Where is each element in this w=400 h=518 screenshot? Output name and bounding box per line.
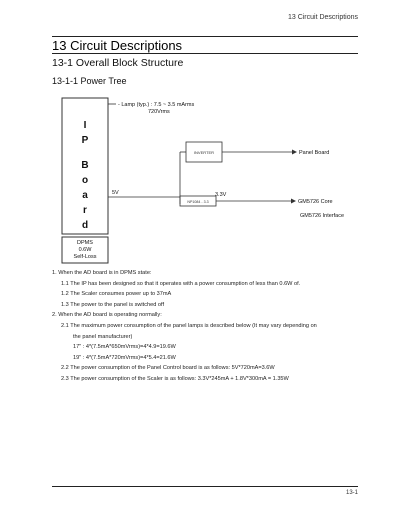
dpms-label: DPMS [77,240,93,246]
arrow-panel [292,150,297,155]
dpms-loss: Self-Loss [73,254,97,260]
note-line: 17" : 4*(7.5mA*650mVrms)=4*4.9=19.6W [73,344,176,351]
output-core: GM5726 Core [298,199,333,205]
title-rule [52,53,358,54]
board-letter: o [81,175,89,186]
notes-list [52,268,352,385]
note-line: 2.1 The maximum power consumption of the panel lamps is described below (It may vary depending on [61,322,317,329]
lamp-label: - Lamp (typ.) : 7.5 ~ 3.5 mArms [118,102,195,108]
board-letter: B [81,160,89,171]
dpms-value: 0.6W [78,247,92,253]
regulator-label: NP1084 - 3.3 [187,200,209,204]
subsection-title: 13-1-1 Power Tree [52,76,127,86]
header-rule [52,36,358,37]
note-line: the panel manufacturer) [73,333,133,340]
note-line: 1. When the AD board is in DPMS state: [52,270,152,276]
footer-rule [52,486,358,487]
arrow-core [291,199,296,204]
output-panel-board: Panel Board [299,150,330,156]
note-line: 1.2 The Scaler consumes power up to 37mA [61,291,172,298]
section-title: 13-1 Overall Block Structure [52,57,184,69]
board-letter: P [81,135,89,146]
label-5v: 5V [112,190,119,196]
note-line: 2.3 The power consumption of the Scaler is as follows: 3.3V*245mA + 1.8V*300mA = 1.35W [61,375,289,382]
board-letter: d [81,220,89,231]
output-interface: GM5726 Interface [300,213,345,219]
chapter-title: 13 Circuit Descriptions [52,38,183,53]
label-3v3: 3.3V [215,192,227,198]
page-number: 13-1 [345,490,358,496]
running-header: 13 Circuit Descriptions [287,14,358,21]
power-tree-diagram [52,92,362,264]
note-line: 19" : 4*(7.5mA*720mVrms)=4*5.4=21.6W [73,354,176,361]
note-line: 2. When the AD board is operating normally: [52,312,162,319]
note-line: 2.2 The power consumption of the Panel Control board is as follows: 5V*720mA=3.6W [61,365,275,372]
board-letter: a [82,190,88,201]
lamp-voltage-label: 720Vrms [148,109,170,115]
note-line: 1.1 The IP has been designed so that it operates with a power consumption of less than 0.6W of. [61,280,301,287]
board-letter: I [83,120,87,131]
inverter-label: INVERTER [193,150,215,155]
board-letter: r [83,205,87,216]
note-line: 1.3 The power to the panel is switched off [61,301,165,308]
